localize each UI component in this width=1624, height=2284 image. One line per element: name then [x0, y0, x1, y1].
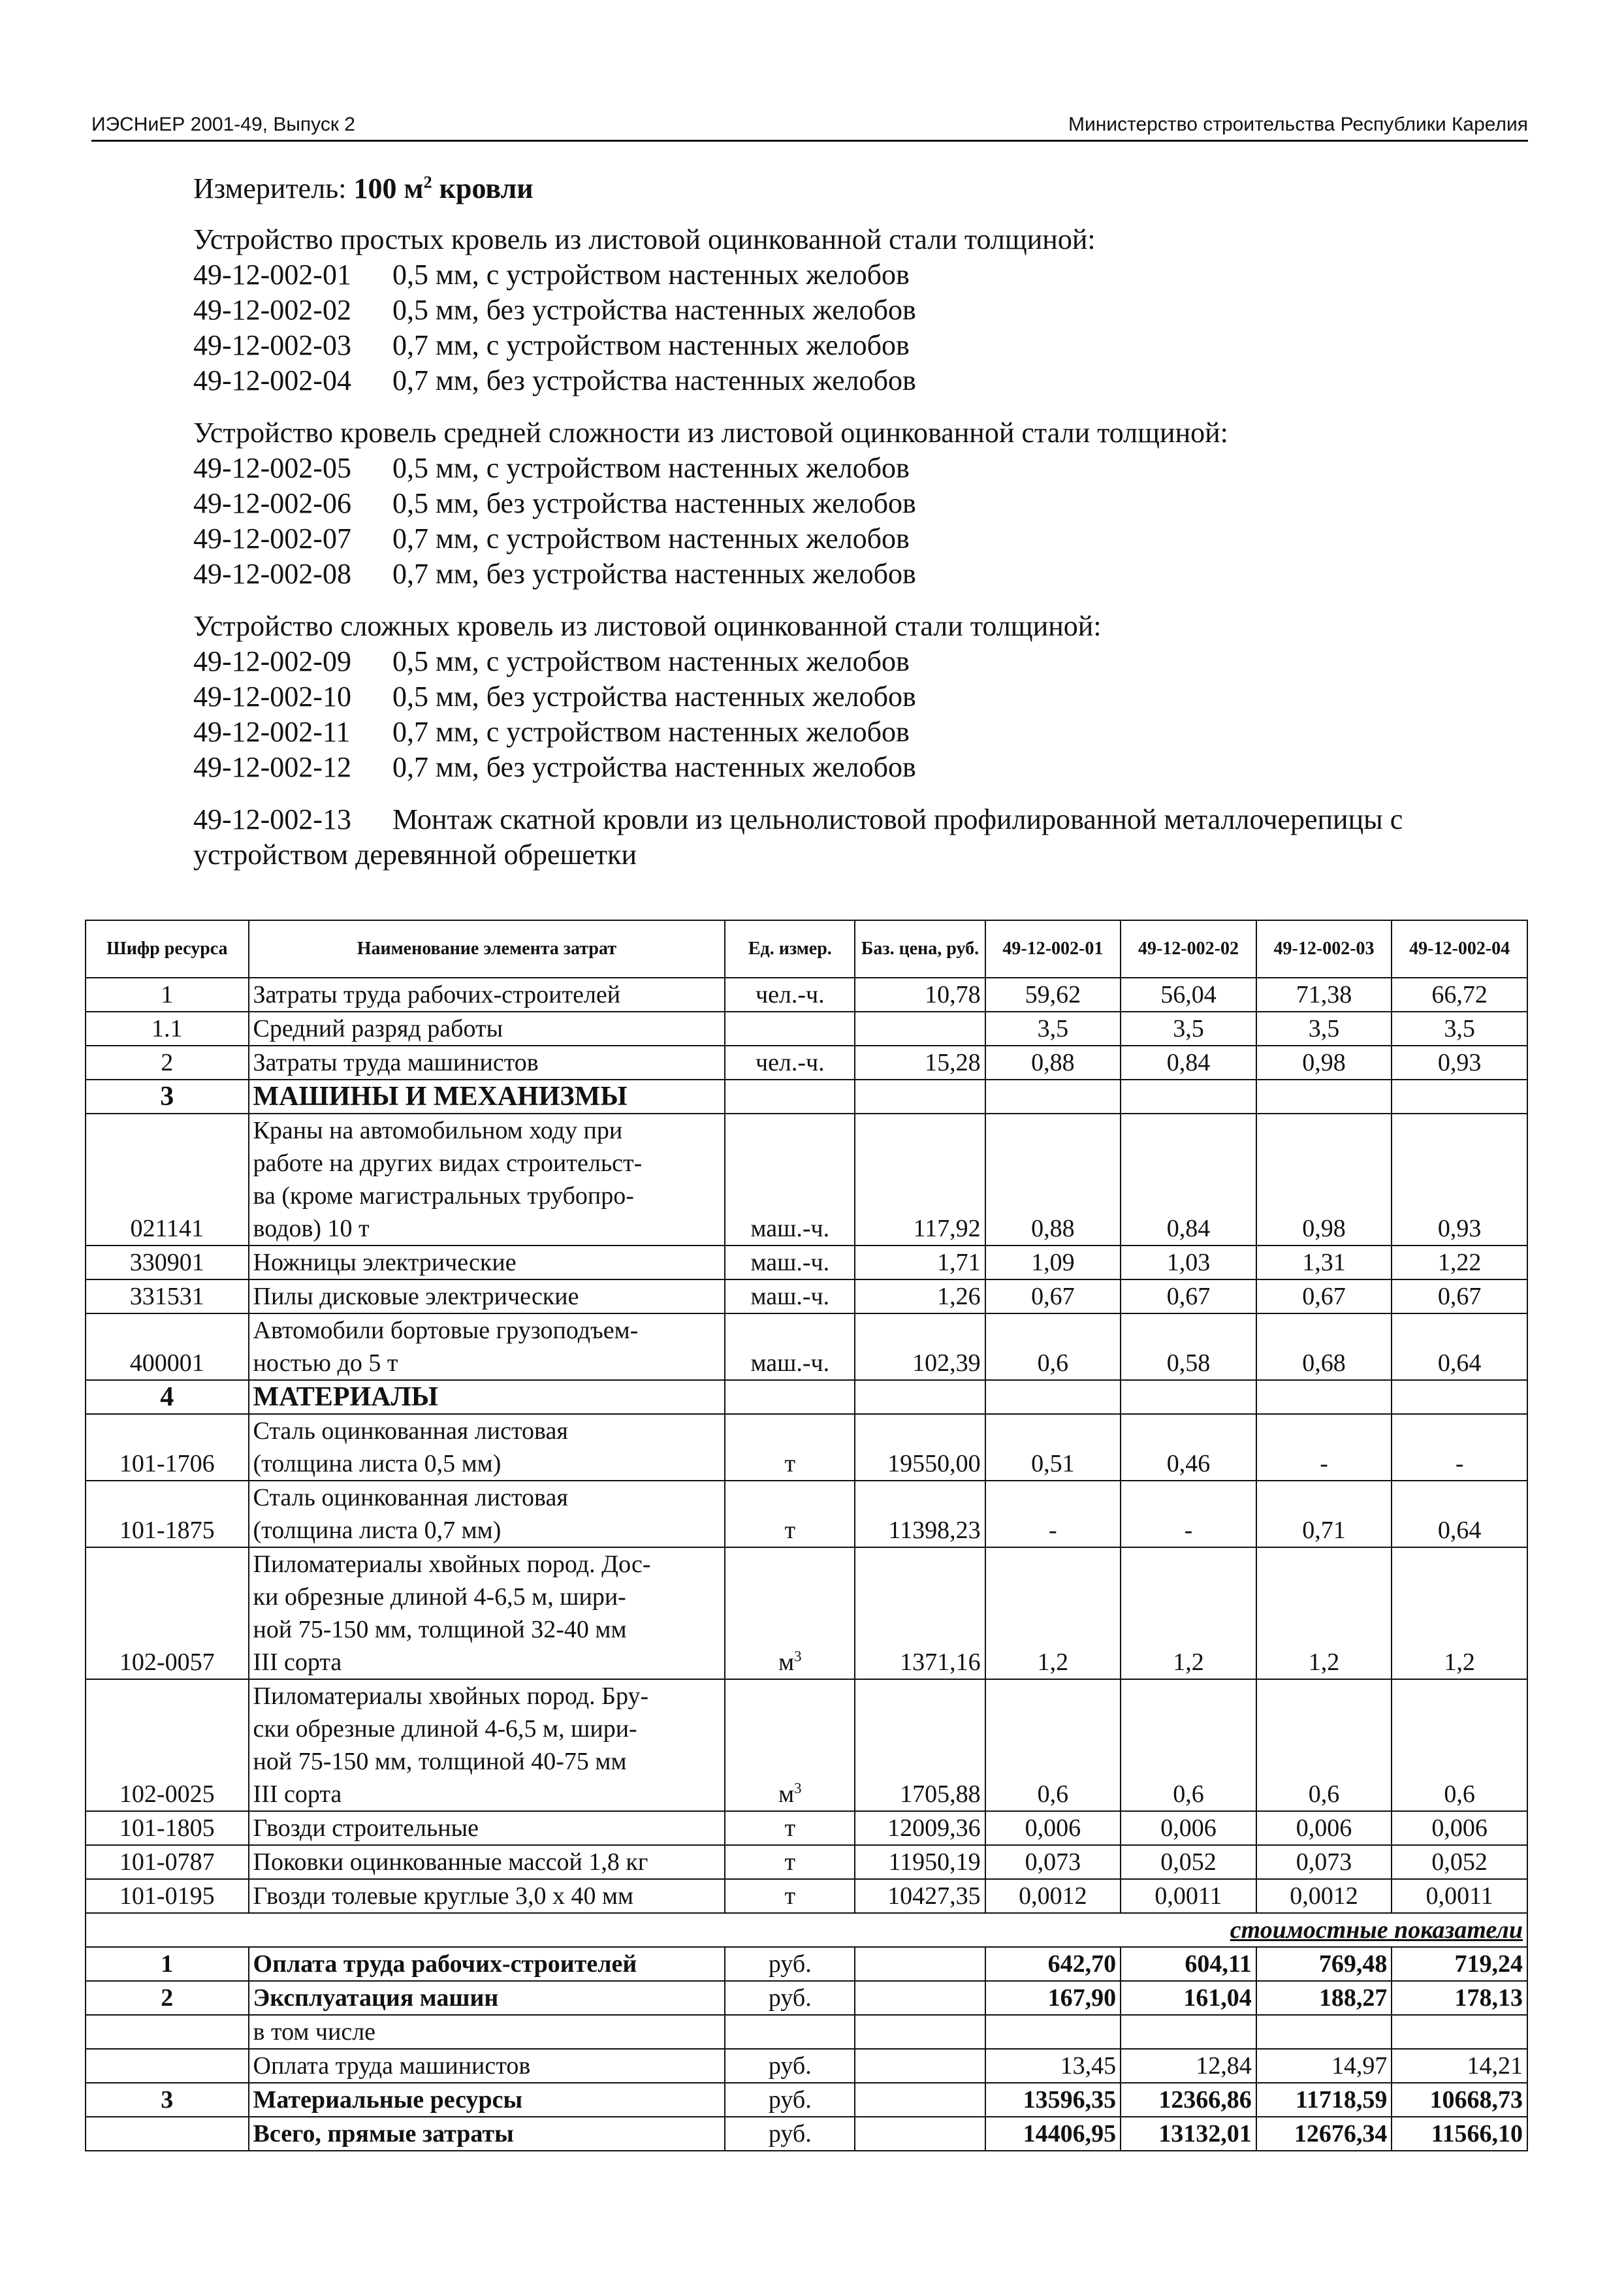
resource-name-line: Автомобили бортовые грузоподъем-	[253, 1317, 639, 1344]
table-row	[86, 1679, 1527, 1811]
unit-cell: т	[725, 1845, 855, 1879]
work-code: 49-12-002-12	[193, 751, 351, 783]
norm-value: 0,93	[1392, 1114, 1527, 1246]
cost-row	[86, 2049, 1527, 2083]
unit-cell: маш.-ч.	[725, 1114, 855, 1246]
norm-value: 0,6	[1256, 1679, 1392, 1811]
resource-code: 101-1805	[86, 1811, 249, 1845]
resource-name	[249, 1414, 725, 1481]
norm-value: 0,88	[985, 1046, 1121, 1080]
work-text: 0,5 мм, с устройством настенных желобов	[392, 645, 910, 677]
unit-cell: $м^3$	[725, 1547, 855, 1679]
work-code: 49-12-002-03	[193, 329, 351, 361]
cost-value: 13596,35	[985, 2083, 1121, 2117]
cost-empty	[855, 2083, 985, 2117]
item-13-code: 49-12-002-13	[193, 803, 351, 835]
resource-name-line: ва (кроме магистральных трубопро-	[253, 1182, 634, 1210]
cost-empty	[855, 1947, 985, 1981]
work-item	[193, 679, 1525, 715]
resource-name-line: работе на других видах строительст-	[253, 1150, 643, 1177]
work-text: 0,5 мм, без устройства настенных желобов	[392, 487, 916, 519]
measure-sup: 2	[423, 172, 432, 192]
base-price: 10427,35	[855, 1879, 985, 1913]
cost-value: 167,90	[985, 1981, 1121, 2015]
cost-code: 2	[86, 1981, 249, 2015]
cost-value: 13132,01	[1121, 2117, 1256, 2151]
resource-name	[249, 1313, 725, 1380]
cost-unit: руб.	[725, 2049, 855, 2083]
item-13-cont: устройством деревянной обрешетки	[193, 839, 637, 871]
base-price: 1,71	[855, 1246, 985, 1279]
work-text: 0,5 мм, с устройством настенных желобов	[392, 259, 910, 291]
work-group	[193, 609, 1525, 785]
cost-row	[86, 2117, 1527, 2151]
work-code: 49-12-002-07	[193, 523, 351, 555]
resource-code: 1.1	[86, 1012, 249, 1046]
section-title: МАТЕРИАЛЫ	[249, 1380, 725, 1414]
norm-value: 0,68	[1256, 1313, 1392, 1380]
norm-value: 1,2	[985, 1547, 1121, 1679]
costs-title: стоимостные показатели	[1230, 1916, 1523, 1944]
norm-value: -	[1121, 1481, 1256, 1547]
cost-name: Оплата труда машинистов	[249, 2049, 725, 2083]
unit-sup: 3	[794, 1780, 802, 1797]
cost-unit: руб.	[725, 2083, 855, 2117]
work-group	[193, 415, 1525, 592]
work-text: 0,5 мм, без устройства настенных желобов	[392, 681, 916, 713]
cost-value: 14,97	[1256, 2049, 1392, 2083]
resource-name: Пилы дисковые электрические	[249, 1279, 725, 1313]
norm-value: 1,09	[985, 1246, 1121, 1279]
empty-cell	[855, 1380, 985, 1414]
resource-name-line: Сталь оцинкованная листовая	[253, 1417, 568, 1445]
cost-row	[86, 2083, 1527, 2117]
norm-value: 0,67	[1392, 1279, 1527, 1313]
cost-value: 642,70	[985, 1947, 1121, 1981]
norm-value: 0,88	[985, 1114, 1121, 1246]
norm-value: 3,5	[1256, 1012, 1392, 1046]
resource-name: Гвозди толевые круглые 3,0 х 40 мм	[249, 1879, 725, 1913]
norm-value: -	[985, 1481, 1121, 1547]
cost-name: Оплата труда рабочих-строителей	[249, 1947, 725, 1981]
unit-cell: т	[725, 1879, 855, 1913]
work-text: 0,7 мм, с устройством настенных желобов	[392, 523, 910, 555]
cost-value: 13,45	[985, 2049, 1121, 2083]
header-right: Министерство строительства Республики Карелия	[1068, 114, 1528, 135]
resource-code: 3	[86, 1080, 249, 1114]
resource-name-line: (толщина листа 0,5 мм)	[253, 1450, 502, 1477]
work-item	[193, 257, 1525, 293]
norm-value: 0,073	[985, 1845, 1121, 1879]
cost-value	[985, 2015, 1121, 2049]
empty-cell	[985, 1380, 1121, 1414]
work-code: 49-12-002-05	[193, 452, 351, 484]
norm-value: 1,31	[1256, 1246, 1392, 1279]
resource-name-line: ной 75-150 мм, толщиной 32-40 мм	[253, 1616, 627, 1643]
unit-cell: чел.-ч.	[725, 1046, 855, 1080]
resource-name: Средний разряд работы	[249, 1012, 725, 1046]
resource-name	[249, 1547, 725, 1679]
resource-table	[85, 920, 1528, 2151]
cost-name: Эксплуатация машин	[249, 1981, 725, 2015]
table-header-row	[86, 920, 1527, 978]
norm-value: 71,38	[1256, 978, 1392, 1012]
cost-code: 3	[86, 2083, 249, 2117]
norm-value: 0,64	[1392, 1481, 1527, 1547]
table-row	[86, 1313, 1527, 1380]
norm-value: 0,58	[1121, 1313, 1256, 1380]
resource-code: 021141	[86, 1114, 249, 1246]
column-header: Шифр ресурса	[86, 920, 249, 978]
resource-name: Затраты труда машинистов	[249, 1046, 725, 1080]
cost-value: 14,21	[1392, 2049, 1527, 2083]
empty-cell	[725, 1080, 855, 1114]
base-price	[855, 1012, 985, 1046]
table-row	[86, 1414, 1527, 1481]
cost-name: в том числе	[249, 2015, 725, 2049]
table-row	[86, 1046, 1527, 1080]
norm-value: 0,64	[1392, 1313, 1527, 1380]
costs-title-cell	[86, 1913, 1527, 1947]
cost-empty	[855, 2117, 985, 2151]
cost-value: 10668,73	[1392, 2083, 1527, 2117]
work-text: 0,5 мм, без устройства настенных желобов	[392, 294, 916, 326]
norm-value: 0,6	[1121, 1679, 1256, 1811]
norm-value: 56,04	[1121, 978, 1256, 1012]
table-body	[86, 978, 1527, 2151]
item-13-text: Монтаж скатной кровли из цельнолистовой профилированной металлочерепицы с	[392, 803, 1403, 835]
cost-value: 161,04	[1121, 1981, 1256, 2015]
norm-value: 1,2	[1392, 1547, 1527, 1679]
norm-value: 0,073	[1256, 1845, 1392, 1879]
norm-value: -	[1392, 1414, 1527, 1481]
empty-cell	[1256, 1380, 1392, 1414]
measure-label: Измеритель:	[193, 172, 347, 204]
norm-value: 0,052	[1121, 1845, 1256, 1879]
base-price: 11398,23	[855, 1481, 985, 1547]
cost-value: 188,27	[1256, 1981, 1392, 2015]
cost-value: 12366,86	[1121, 2083, 1256, 2117]
norm-value: 59,62	[985, 978, 1121, 1012]
resource-name-line: ски обрезные длиной 4-6,5 м, шири-	[253, 1715, 637, 1743]
resource-name-line: Пиломатериалы хвойных пород. Дос-	[253, 1551, 651, 1578]
work-item	[193, 293, 1525, 328]
norm-value: 1,03	[1121, 1246, 1256, 1279]
measure-value: 100 м	[353, 172, 424, 204]
costs-title-row	[86, 1913, 1527, 1947]
cost-code	[86, 2049, 249, 2083]
work-item	[193, 644, 1525, 679]
column-header: Наименование элемента затрат	[249, 920, 725, 978]
work-code: 49-12-002-11	[193, 716, 351, 748]
base-price: 117,92	[855, 1114, 985, 1246]
work-item	[193, 521, 1525, 556]
cost-code	[86, 2117, 249, 2151]
work-text: 0,7 мм, без устройства настенных желобов	[392, 558, 916, 590]
norm-value: 0,93	[1392, 1046, 1527, 1080]
cost-value: 11718,59	[1256, 2083, 1392, 2117]
unit-cell: $м^3$	[725, 1679, 855, 1811]
cost-value: 604,11	[1121, 1947, 1256, 1981]
norm-value: 0,98	[1256, 1114, 1392, 1246]
resource-name	[249, 1481, 725, 1547]
table-row	[86, 978, 1527, 1012]
resource-code: 400001	[86, 1313, 249, 1380]
cost-value: 719,24	[1392, 1947, 1527, 1981]
measure-line	[193, 171, 1525, 206]
cost-row	[86, 1947, 1527, 1981]
resource-name-line: ки обрезные длиной 4-6,5 м, шири-	[253, 1583, 626, 1611]
work-item	[193, 750, 1525, 785]
resource-code: 330901	[86, 1246, 249, 1279]
item-13	[193, 802, 1525, 837]
work-groups	[193, 222, 1525, 785]
cost-value: 769,48	[1256, 1947, 1392, 1981]
resource-name: Гвозди строительные	[249, 1811, 725, 1845]
work-text: 0,7 мм, без устройства настенных желобов	[392, 364, 916, 396]
cost-value: 178,13	[1392, 1981, 1527, 2015]
norm-value: 0,71	[1256, 1481, 1392, 1547]
empty-cell	[1121, 1380, 1256, 1414]
unit-cell: т	[725, 1811, 855, 1845]
column-header: 49-12-002-01	[985, 920, 1121, 978]
table-row	[86, 1246, 1527, 1279]
empty-cell	[725, 1380, 855, 1414]
column-header: Баз. цена, руб.	[855, 920, 985, 978]
norm-value: 0,51	[985, 1414, 1121, 1481]
norm-value: -	[1256, 1414, 1392, 1481]
resource-name-line: ностью до 5 т	[253, 1349, 398, 1377]
section-title: МАШИНЫ И МЕХАНИЗМЫ	[249, 1080, 725, 1114]
section-row	[86, 1380, 1527, 1414]
empty-cell	[1392, 1080, 1527, 1114]
table-row	[86, 1114, 1527, 1246]
resource-name: Поковки оцинкованные массой 1,8 кг	[249, 1845, 725, 1879]
resource-name-line: III сорта	[253, 1649, 342, 1676]
header-left: ИЭСНиЕР 2001-49, Выпуск 2	[91, 114, 355, 135]
empty-cell	[985, 1080, 1121, 1114]
cost-empty	[855, 2015, 985, 2049]
work-text: 0,5 мм, с устройством настенных желобов	[392, 452, 910, 484]
unit-cell	[725, 1012, 855, 1046]
norm-value: 0,6	[985, 1313, 1121, 1380]
resource-code: 102-0025	[86, 1679, 249, 1811]
work-code: 49-12-002-06	[193, 487, 351, 519]
cost-row	[86, 1981, 1527, 2015]
work-code: 49-12-002-04	[193, 364, 351, 396]
table-row	[86, 1012, 1527, 1046]
empty-cell	[1256, 1080, 1392, 1114]
norm-value: 0,67	[1121, 1279, 1256, 1313]
norm-value: 0,006	[985, 1811, 1121, 1845]
base-price: 1371,16	[855, 1547, 985, 1679]
resource-code: 101-0195	[86, 1879, 249, 1913]
resource-name-line: ной 75-150 мм, толщиной 40-75 мм	[253, 1748, 627, 1775]
empty-cell	[1121, 1080, 1256, 1114]
cost-value	[1121, 2015, 1256, 2049]
resource-name-line: водов) 10 т	[253, 1215, 370, 1242]
norm-value: 0,98	[1256, 1046, 1392, 1080]
norm-value: 1,2	[1256, 1547, 1392, 1679]
resource-name-line: Краны на автомобильном ходу при	[253, 1117, 623, 1144]
cost-value: 11566,10	[1392, 2117, 1527, 2151]
work-group	[193, 222, 1525, 398]
group-title: Устройство простых кровель из листовой оцинкованной стали толщиной:	[193, 223, 1096, 255]
base-price: 10,78	[855, 978, 985, 1012]
resource-code: 101-1706	[86, 1414, 249, 1481]
norm-value: 0,0011	[1121, 1879, 1256, 1913]
resource-name-line: (толщина листа 0,7 мм)	[253, 1517, 502, 1544]
group-title: Устройство сложных кровель из листовой оцинкованной стали толщиной:	[193, 610, 1102, 642]
norm-value: 66,72	[1392, 978, 1527, 1012]
column-header: Ед. измер.	[725, 920, 855, 978]
work-item	[193, 328, 1525, 363]
work-code: 49-12-002-09	[193, 645, 351, 677]
resource-name-line: III сорта	[253, 1780, 342, 1808]
section-row	[86, 1080, 1527, 1114]
base-price: 15,28	[855, 1046, 985, 1080]
norm-value: 0,6	[1392, 1679, 1527, 1811]
table-row	[86, 1845, 1527, 1879]
empty-cell	[1392, 1380, 1527, 1414]
measure-tail: кровли	[439, 172, 533, 204]
norm-value: 0,006	[1256, 1811, 1392, 1845]
norm-value: 0,0012	[985, 1879, 1121, 1913]
work-text: 0,7 мм, с устройством настенных желобов	[392, 716, 910, 748]
cost-value: 12,84	[1121, 2049, 1256, 2083]
resource-code: 102-0057	[86, 1547, 249, 1679]
unit-cell: чел.-ч.	[725, 978, 855, 1012]
cost-empty	[855, 1981, 985, 2015]
table-row	[86, 1547, 1527, 1679]
resource-code: 4	[86, 1380, 249, 1414]
base-price: 12009,36	[855, 1811, 985, 1845]
base-price: 19550,00	[855, 1414, 985, 1481]
cost-value	[1392, 2015, 1527, 2049]
work-item	[193, 363, 1525, 398]
cost-value	[1256, 2015, 1392, 2049]
work-item	[193, 556, 1525, 592]
cost-unit: руб.	[725, 1981, 855, 2015]
work-text: 0,7 мм, с устройством настенных желобов	[392, 329, 910, 361]
base-price: 102,39	[855, 1313, 985, 1380]
base-price: 11950,19	[855, 1845, 985, 1879]
norm-value: 0,84	[1121, 1046, 1256, 1080]
resource-name	[249, 1114, 725, 1246]
cost-row	[86, 2015, 1527, 2049]
norm-value: 3,5	[985, 1012, 1121, 1046]
norm-value: 0,67	[985, 1279, 1121, 1313]
resource-name-line: Сталь оцинкованная листовая	[253, 1484, 568, 1511]
work-text: 0,7 мм, без устройства настенных желобов	[392, 751, 916, 783]
resource-code: 1	[86, 978, 249, 1012]
cost-unit: руб.	[725, 1947, 855, 1981]
cost-code: 1	[86, 1947, 249, 1981]
norm-value: 0,0012	[1256, 1879, 1392, 1913]
work-code: 49-12-002-10	[193, 681, 351, 713]
resource-code: 2	[86, 1046, 249, 1080]
unit-cell: маш.-ч.	[725, 1279, 855, 1313]
table-row	[86, 1811, 1527, 1845]
table-row	[86, 1481, 1527, 1547]
empty-cell	[855, 1080, 985, 1114]
page-header	[91, 110, 1528, 142]
cost-unit: руб.	[725, 2117, 855, 2151]
cost-empty	[855, 2049, 985, 2083]
intro-block	[193, 171, 1525, 873]
resource-code: 101-0787	[86, 1845, 249, 1879]
column-header: 49-12-002-02	[1121, 920, 1256, 978]
work-item	[193, 486, 1525, 521]
work-code: 49-12-002-08	[193, 558, 351, 590]
norm-value: 0,67	[1256, 1279, 1392, 1313]
cost-value: 14406,95	[985, 2117, 1121, 2151]
cost-name: Материальные ресурсы	[249, 2083, 725, 2117]
norm-value: 0,006	[1392, 1811, 1527, 1845]
unit-cell: т	[725, 1414, 855, 1481]
norm-value: 0,006	[1121, 1811, 1256, 1845]
norm-value: 1,22	[1392, 1246, 1527, 1279]
cost-unit	[725, 2015, 855, 2049]
unit-cell: маш.-ч.	[725, 1246, 855, 1279]
base-price: 1705,88	[855, 1679, 985, 1811]
resource-name: Затраты труда рабочих-строителей	[249, 978, 725, 1012]
resource-code: 101-1875	[86, 1481, 249, 1547]
norm-value: 3,5	[1121, 1012, 1256, 1046]
column-header: 49-12-002-03	[1256, 920, 1392, 978]
norm-value: 0,052	[1392, 1845, 1527, 1879]
work-code: 49-12-002-01	[193, 259, 351, 291]
unit-cell: т	[725, 1481, 855, 1547]
norm-value: 1,2	[1121, 1547, 1256, 1679]
resource-code: 331531	[86, 1279, 249, 1313]
work-item	[193, 715, 1525, 750]
resource-name: Ножницы электрические	[249, 1246, 725, 1279]
table-row	[86, 1279, 1527, 1313]
cost-name: Всего, прямые затраты	[249, 2117, 725, 2151]
cost-value: 12676,34	[1256, 2117, 1392, 2151]
column-header: 49-12-002-04	[1392, 920, 1527, 978]
base-price: 1,26	[855, 1279, 985, 1313]
resource-name	[249, 1679, 725, 1811]
work-item	[193, 451, 1525, 486]
norm-value: 0,0011	[1392, 1879, 1527, 1913]
resource-name-line: Пиломатериалы хвойных пород. Бру-	[253, 1682, 649, 1710]
cost-code	[86, 2015, 249, 2049]
norm-value: 0,46	[1121, 1414, 1256, 1481]
norm-value: 0,6	[985, 1679, 1121, 1811]
unit-cell: маш.-ч.	[725, 1313, 855, 1380]
work-code: 49-12-002-02	[193, 294, 351, 326]
norm-value: 0,84	[1121, 1114, 1256, 1246]
table-row	[86, 1879, 1527, 1913]
unit-sup: 3	[794, 1648, 802, 1665]
norm-value: 3,5	[1392, 1012, 1527, 1046]
group-title: Устройство кровель средней сложности из листовой оцинкованной стали толщиной:	[193, 417, 1228, 449]
